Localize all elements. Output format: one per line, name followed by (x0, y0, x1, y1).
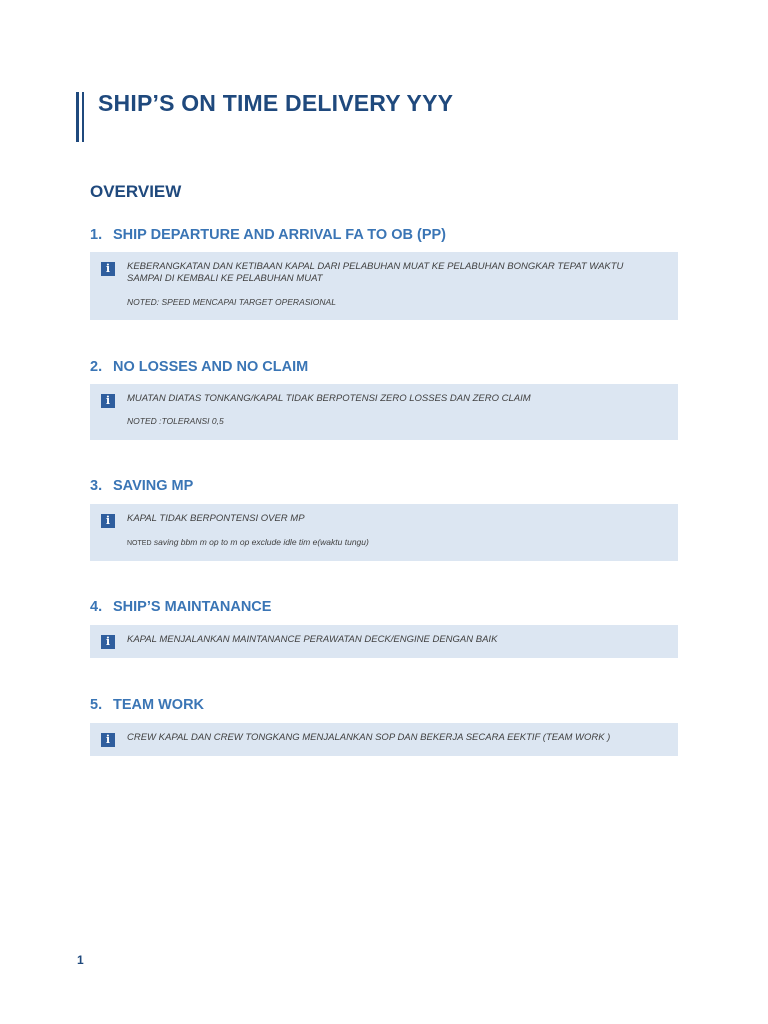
info-icon: i (101, 514, 115, 528)
info-box-3 (90, 504, 678, 561)
info-text: KAPAL MENJALANKAN MAINTANANCE PERAWATAN DECK/ENGINE DENGAN BAIK (127, 634, 498, 645)
section-number: 1. (90, 227, 103, 243)
info-text: KEBERANGKATAN DAN KETIBAAN KAPAL DARI PELABUHAN MUAT KE PELABUHAN BONGKAR TEPAT WAKTU SAMPAI DI KEMBALI KE PELABUHAN MUAT (127, 261, 624, 284)
title-accent-bar (76, 92, 79, 142)
page-number: 1 (77, 953, 84, 967)
section-heading-5 (90, 697, 204, 713)
section-heading-3 (90, 478, 193, 494)
info-box-1 (90, 252, 678, 320)
section-title: TEAM WORK (113, 697, 205, 713)
section-number: 4. (90, 599, 103, 615)
section-number: 5. (90, 697, 103, 713)
info-icon: i (101, 733, 115, 747)
info-note: NOTED :TOLERANSI 0,5 (127, 416, 224, 426)
section-title: SHIP’S MAINTANANCE (113, 599, 272, 615)
info-text: CREW KAPAL DAN CREW TONGKANG MENJALANKAN SOP DAN BEKERJA SECARA EEKTIF (TEAM WORK ) (127, 732, 611, 743)
info-text: KAPAL TIDAK BERPONTENSI OVER MP (127, 513, 305, 524)
info-box-5 (90, 723, 678, 756)
section-number: 3. (90, 478, 103, 494)
info-box-2 (90, 384, 678, 440)
section-heading-2 (90, 359, 308, 375)
section-heading-4 (90, 599, 271, 615)
info-text: MUATAN DIATAS TONKANG/KAPAL TIDAK BERPOTENSI ZERO LOSSES DAN ZERO CLAIM (127, 393, 531, 404)
info-note: NOTED: SPEED MENCAPAI TARGET OPERASIONAL (127, 297, 336, 307)
section-heading-1 (90, 227, 446, 243)
title-accent-bar-thin (82, 92, 84, 142)
section-title: SAVING MP (113, 478, 194, 494)
document-title: SHIP’S ON TIME DELIVERY YYY (98, 90, 454, 116)
info-box-4 (90, 625, 678, 658)
info-icon: i (101, 394, 115, 408)
overview-heading: OVERVIEW (90, 182, 182, 201)
info-icon: i (101, 635, 115, 649)
section-number: 2. (90, 359, 103, 375)
note-body: saving bbm m op to m op exclude idle tim e(waktu tungu) (151, 537, 369, 547)
section-title: NO LOSSES AND NO CLAIM (113, 359, 309, 375)
info-icon: i (101, 262, 115, 276)
note-prefix: NOTED (127, 540, 152, 547)
info-note (127, 537, 369, 547)
section-title: SHIP DEPARTURE AND ARRIVAL FA TO OB (PP) (113, 227, 446, 243)
